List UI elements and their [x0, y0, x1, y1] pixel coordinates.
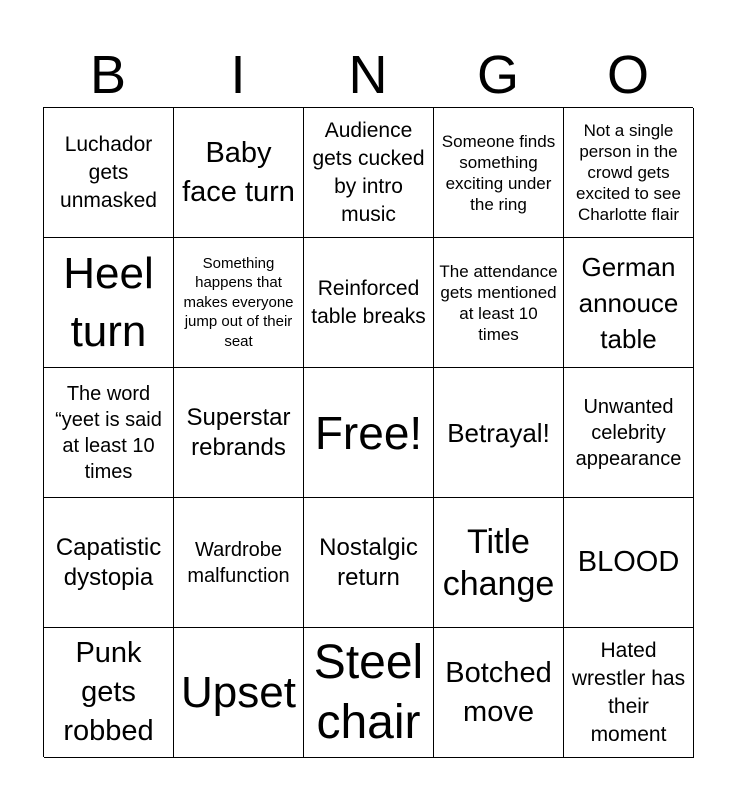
cell-text: Punk gets robbed [63, 637, 154, 747]
header-letter-b: B [89, 45, 127, 105]
cell-text: Steel chair [313, 635, 424, 749]
bingo-cell[interactable] [434, 498, 564, 628]
bingo-cell[interactable] [304, 628, 434, 758]
cell-text: Someone finds something exciting under the ring [441, 131, 556, 214]
header-letter-g: G [476, 45, 519, 105]
bingo-cell[interactable] [564, 238, 694, 368]
cell-text: Title change [442, 522, 555, 603]
cell-text: Reinforced table breaks [311, 276, 426, 328]
cell-text: The attendance gets mentioned at least 10 times [439, 261, 558, 344]
cell-text: Unwanted celebrity appearance [575, 395, 682, 470]
bingo-board [43, 107, 693, 757]
cell-text: Not a single person in the crowd gets excited to see Charlotte flair [576, 121, 681, 224]
cell-text: Botched move [445, 656, 552, 728]
bingo-cell[interactable] [304, 238, 434, 368]
bingo-cell[interactable] [304, 108, 434, 238]
bingo-cell[interactable] [434, 108, 564, 238]
cell-text: Betrayal! [447, 417, 550, 448]
bingo-cell[interactable] [434, 628, 564, 758]
cell-text: Baby face turn [182, 136, 295, 208]
free-space-cell[interactable] [304, 368, 434, 498]
bingo-cell[interactable] [174, 498, 304, 628]
header-letter-n: N [348, 45, 388, 105]
cell-text: Nostalgic return [319, 533, 418, 591]
bingo-cell[interactable] [564, 628, 694, 758]
bingo-cell[interactable] [174, 368, 304, 498]
cell-text: Something happens that makes everyone jump out of their seat [183, 254, 294, 350]
cell-text: Luchador gets unmasked [60, 132, 157, 212]
bingo-cell[interactable] [564, 498, 694, 628]
cell-text: Heel turn [63, 248, 154, 356]
bingo-header [43, 44, 693, 106]
bingo-cell[interactable] [44, 628, 174, 758]
bingo-cell[interactable] [44, 498, 174, 628]
bingo-cell[interactable] [434, 368, 564, 498]
cell-text: Wardrobe malfunction [187, 538, 290, 587]
cell-text: The word “yeet is said at least 10 times [55, 382, 162, 483]
bingo-cell[interactable] [44, 108, 174, 238]
free-space-text: Free! [314, 406, 423, 459]
cell-text: Hated wrestler has their moment [571, 638, 686, 746]
cell-text: Capatistic dystopia [55, 533, 162, 591]
bingo-cell[interactable] [44, 238, 174, 368]
bingo-cell[interactable] [44, 368, 174, 498]
cell-text: BLOOD [577, 546, 680, 578]
cell-text: Superstar rebrands [186, 403, 291, 461]
bingo-cell[interactable] [304, 498, 434, 628]
bingo-cell[interactable] [174, 108, 304, 238]
header-letter-i: I [230, 45, 246, 105]
bingo-cell[interactable] [174, 628, 304, 758]
cell-text: German annouce table [578, 251, 679, 354]
bingo-cell[interactable] [434, 238, 564, 368]
bingo-cell[interactable] [564, 108, 694, 238]
bingo-cell[interactable] [174, 238, 304, 368]
bingo-cell[interactable] [564, 368, 694, 498]
header-letter-o: O [606, 45, 649, 105]
cell-text: Upset [181, 667, 296, 717]
cell-text: Audience gets cucked by intro music [312, 118, 425, 226]
